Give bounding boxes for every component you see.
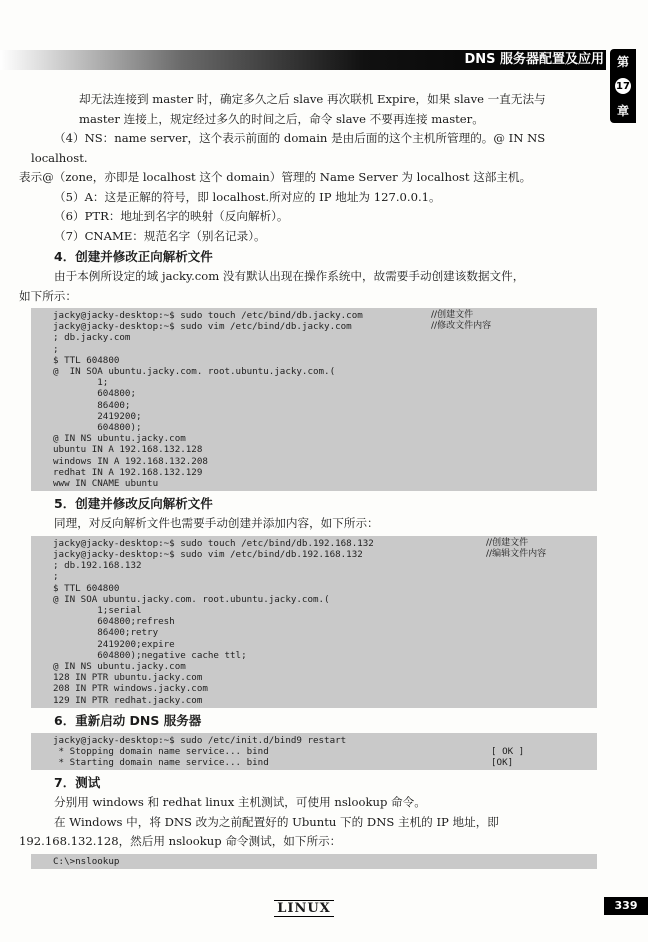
code-line: www IN CNAME ubuntu xyxy=(53,478,159,490)
code-comment-edit: //编辑文件内容 xyxy=(486,548,547,559)
code-line: 604800; xyxy=(53,388,136,400)
code-block-restart xyxy=(31,733,597,771)
chapter-tab xyxy=(610,49,636,123)
paragraph-ptr-record: （6）PTR：地址到名字的映射（反向解析）。 xyxy=(54,209,289,223)
code-line: * Starting domain name service... bind xyxy=(53,757,269,769)
code-block-reverse-zone xyxy=(31,536,597,708)
section-heading-reverse-zone: 5．创建并修改反向解析文件 xyxy=(54,496,213,512)
paragraph-ns-line1: （4）NS：name server，这个表示前面的 domain 是由后面的这个主机所管理的。@ IN NS localhost. xyxy=(31,131,546,165)
code-line: @ IN SOA ubuntu.jacky.com. root.ubuntu.jacky.com.( xyxy=(53,366,336,378)
paragraph-reverse-intro: 同理，对反向解析文件也需要手动创建并添加内容，如下所示： xyxy=(54,516,379,531)
code-line: @ IN SOA ubuntu.jacky.com. root.ubuntu.jacky.com.( xyxy=(53,593,330,605)
code-line: jacky@jacky-desktop:~$ sudo touch /etc/bind/db.jacky.com xyxy=(53,310,363,321)
code-block-nslookup xyxy=(31,854,597,869)
page-number: 339 xyxy=(604,897,648,915)
code-line: @ IN NS ubuntu.jacky.com xyxy=(53,433,186,445)
code-line: jacky@jacky-desktop:~$ sudo touch /etc/bind/db.192.168.132 xyxy=(53,537,374,549)
chapter-number: 17 xyxy=(615,78,631,94)
paragraph-forward-intro-line2: 如下所示： xyxy=(19,288,77,303)
code-line: 604800;refresh xyxy=(53,616,175,628)
code-block-forward-zone xyxy=(31,308,597,491)
code-line: 604800);negative cache ttl; xyxy=(53,649,247,661)
code-line: ; db.jacky.com xyxy=(53,332,131,344)
paragraph-forward-intro-line1: 由于本例所设定的域 jacky.com 没有默认出现在操作系统中，故需要手动创建该数据文件， xyxy=(54,269,525,283)
code-line: 604800); xyxy=(53,422,142,434)
code-comment-edit: //修改文件内容 xyxy=(431,321,492,331)
code-line: 1;serial xyxy=(53,604,142,616)
code-line: ubuntu IN A 192.168.132.128 xyxy=(53,444,203,456)
paragraph-ns-line2: 表示@（zone，亦即是 localhost 这个 domain）管理的 Name Server 为 localhost 这部主机。 xyxy=(19,170,532,184)
paragraph-a-record: （5）A：这是正解的符号，即 localhost.所对应的 IP 地址为 127.0.0.1。 xyxy=(54,189,441,204)
code-line: 2419200; xyxy=(53,410,142,422)
paragraph-test-intro: 分别用 windows 和 redhat linux 主机测试，可使用 nslookup 命令。 xyxy=(54,795,426,810)
running-header-title: DNS 服务器配置及应用 xyxy=(464,52,604,67)
code-comment-create: //创建文件 xyxy=(486,537,529,548)
code-line: ; db.192.168.132 xyxy=(53,560,142,572)
code-line: 208 IN PTR windows.jacky.com xyxy=(53,683,208,695)
code-line: 129 IN PTR redhat.jacky.com xyxy=(53,694,203,706)
code-line: @ IN NS ubuntu.jacky.com xyxy=(53,660,186,672)
code-comment-create: //创建文件 xyxy=(431,310,474,320)
code-line: ; xyxy=(53,571,59,583)
code-line: C:\>nslookup xyxy=(53,855,120,867)
page-content xyxy=(19,90,597,871)
chapter-label-bottom: 章 xyxy=(616,104,629,118)
code-line: 86400;retry xyxy=(53,627,159,639)
code-line: windows IN A 192.168.132.208 xyxy=(53,455,208,467)
section-heading-restart-dns: 6．重新启动 DNS 服务器 xyxy=(54,712,202,728)
footer-linux-logo: LINUX xyxy=(274,900,334,917)
section-heading-test: 7．测试 xyxy=(54,775,101,791)
code-line: * Stopping domain name service... bind xyxy=(53,746,269,757)
code-line: ; xyxy=(53,343,59,355)
paragraph-expire-line2: master 连接上，规定经过多久的时间之后，命令 slave 不要再连接 master。 xyxy=(79,111,484,126)
section-heading-forward-zone: 4．创建并修改正向解析文件 xyxy=(54,249,213,264)
code-line: redhat IN A 192.168.132.129 xyxy=(53,466,203,478)
paragraph-windows-test-line2: 192.168.132.128，然后用 nslookup 命令测试，如下所示： xyxy=(19,834,342,849)
code-line: 86400; xyxy=(53,399,131,411)
code-line: 2419200;expire xyxy=(53,638,175,650)
paragraph-windows-test-line1: 在 Windows 中，将 DNS 改为之前配置好的 Ubuntu 下的 DNS 主机的 IP 地址，即 xyxy=(54,814,499,829)
code-line: $ TTL 604800 xyxy=(53,582,120,594)
paragraph-expire-line1: 却无法连接到 master 时，确定多久之后 slave 再次联机 Expire，如果 slave 一直无法与 xyxy=(79,92,546,106)
paragraph-cname-record: （7）CNAME：规范名字（别名记录）。 xyxy=(54,228,266,243)
code-line: 128 IN PTR ubuntu.jacky.com xyxy=(53,672,203,684)
code-line: jacky@jacky-desktop:~$ sudo vim /etc/bind/db.jacky.com xyxy=(53,321,352,333)
code-line: 1; xyxy=(53,377,109,389)
status-ok-starting: [OK] xyxy=(491,756,514,768)
code-line: jacky@jacky-desktop:~$ sudo vim /etc/bind/db.192.168.132 xyxy=(53,548,363,560)
code-line: jacky@jacky-desktop:~$ sudo /etc/init.d/bind9 restart xyxy=(53,734,347,746)
chapter-label-top: 第 xyxy=(616,55,629,69)
code-line: $ TTL 604800 xyxy=(53,354,120,366)
status-ok-stopping: [ OK ] xyxy=(491,745,525,757)
